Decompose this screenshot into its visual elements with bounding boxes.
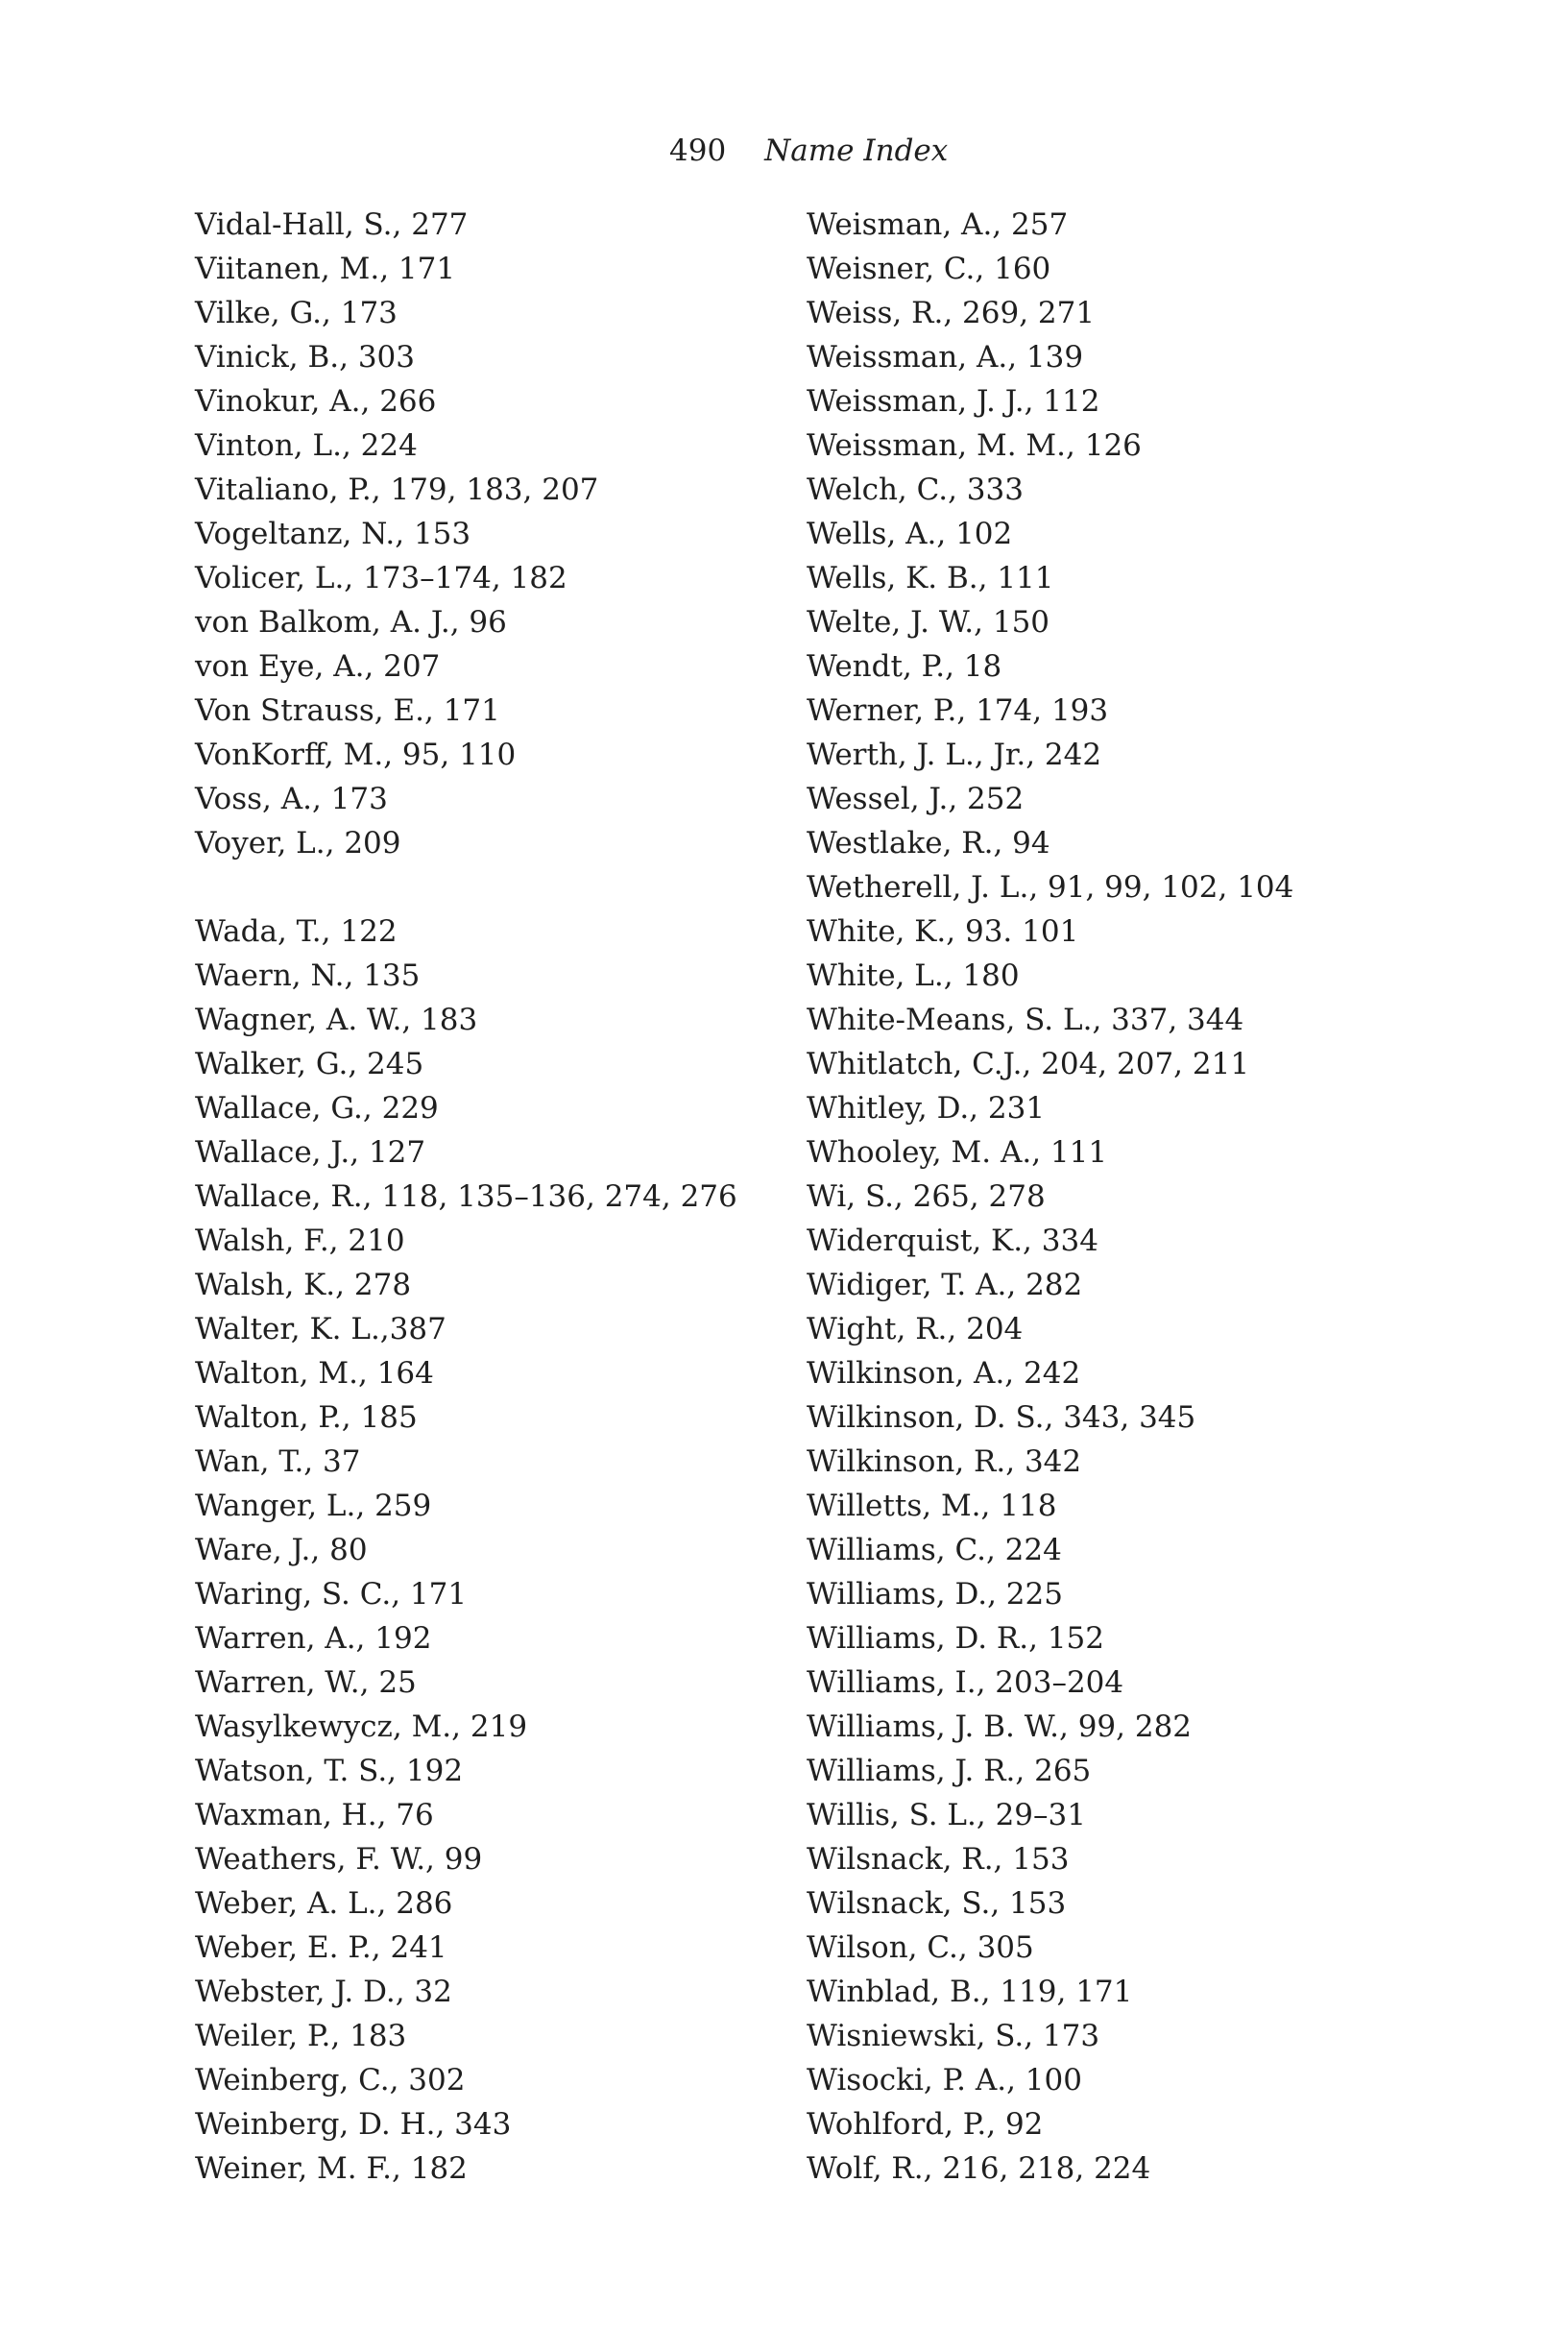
index-entry: Wanger, L., 259 <box>195 1489 432 1523</box>
index-entry: Widiger, T. A., 282 <box>807 1268 1083 1302</box>
index-section <box>195 909 800 2191</box>
page-number: 490 <box>669 133 727 168</box>
index-entry: Voyer, L., 209 <box>195 826 401 861</box>
index-entry: Wallace, G., 229 <box>195 1091 439 1126</box>
index-entry: Wells, K. B., 111 <box>807 561 1054 595</box>
index-entry: Walter, K. L.,387 <box>195 1312 446 1346</box>
index-entry: Williams, J. B. W., 99, 282 <box>807 1709 1193 1744</box>
index-entry: Wetherell, J. L., 91, 99, 102, 104 <box>807 870 1294 905</box>
index-entry: Weinberg, D. H., 343 <box>195 2107 512 2142</box>
index-entry: von Eye, A., 207 <box>195 649 441 684</box>
index-entry: Wilsnack, S., 153 <box>807 1886 1067 1921</box>
index-entry: Wight, R., 204 <box>807 1312 1024 1346</box>
index-entry: Willetts, M., 118 <box>807 1489 1057 1523</box>
index-entry: Welch, C., 333 <box>807 473 1024 507</box>
index-entry: Weber, A. L., 286 <box>195 1886 453 1921</box>
index-entry: Wolf, R., 216, 218, 224 <box>807 2151 1151 2186</box>
index-entry: Vidal-Hall, S., 277 <box>195 207 469 242</box>
index-entry: von Balkom, A. J., 96 <box>195 605 507 640</box>
index-entry: Weissman, J. J., 112 <box>807 384 1100 419</box>
index-entry: Widerquist, K., 334 <box>807 1224 1098 1258</box>
index-entry: Walsh, K., 278 <box>195 1268 412 1302</box>
index-entry: Wasylkewycz, M., 219 <box>195 1709 528 1744</box>
index-entry: Weinberg, C., 302 <box>195 2063 466 2097</box>
index-entry: Vinick, B., 303 <box>195 340 416 375</box>
index-entry: Voss, A., 173 <box>195 782 388 816</box>
running-title: Name Index <box>764 133 949 168</box>
index-entry: Waern, N., 135 <box>195 958 421 993</box>
index-entry: Westlake, R., 94 <box>807 826 1050 861</box>
index-entry: Wagner, A. W., 183 <box>195 1003 478 1037</box>
index-entry: Williams, D. R., 152 <box>807 1621 1104 1656</box>
index-entry: Weissman, M. M., 126 <box>807 428 1142 463</box>
index-section <box>195 203 800 865</box>
index-entry: Williams, I., 203–204 <box>807 1665 1124 1700</box>
index-entry: Winblad, B., 119, 171 <box>807 1975 1133 2009</box>
index-entry: Walton, P., 185 <box>195 1400 418 1435</box>
index-entry: Vilke, G., 173 <box>195 296 398 330</box>
index-entry: Wan, T., 37 <box>195 1444 361 1479</box>
index-entry: Vitaliano, P., 179, 183, 207 <box>195 473 599 507</box>
index-entry: Wada, T., 122 <box>195 914 398 949</box>
index-entry: Wilson, C., 305 <box>807 1930 1034 1965</box>
index-entry: Von Strauss, E., 171 <box>195 693 500 728</box>
index-entry: Vinokur, A., 266 <box>195 384 437 419</box>
index-entry: Wilkinson, A., 242 <box>807 1356 1081 1391</box>
index-entry: Waxman, H., 76 <box>195 1798 434 1832</box>
index-entry: Wisocki, P. A., 100 <box>807 2063 1082 2097</box>
index-entry: Ware, J., 80 <box>195 1533 368 1567</box>
index-entry: Weiler, P., 183 <box>195 2019 407 2053</box>
index-entry: White-Means, S. L., 337, 344 <box>807 1003 1244 1037</box>
index-entry: Wilkinson, D. S., 343, 345 <box>807 1400 1196 1435</box>
index-column-left <box>195 203 800 2191</box>
index-entry: Walker, G., 245 <box>195 1047 424 1081</box>
index-entry: Wells, A., 102 <box>807 517 1013 551</box>
index-entry: White, L., 180 <box>807 958 1020 993</box>
index-entry: Wohlford, P., 92 <box>807 2107 1044 2142</box>
index-entry: White, K., 93. 101 <box>807 914 1079 949</box>
index-entry: Weber, E. P., 241 <box>195 1930 447 1965</box>
index-entry: Warren, W., 25 <box>195 1665 417 1700</box>
index-entry: Wi, S., 265, 278 <box>807 1179 1046 1214</box>
index-entry: Watson, T. S., 192 <box>195 1754 464 1788</box>
index-entry: Weiss, R., 269, 271 <box>807 296 1096 330</box>
index-entry: VonKorff, M., 95, 110 <box>195 738 517 772</box>
index-entry: Wilkinson, R., 342 <box>807 1444 1082 1479</box>
index-entry: Wendt, P., 18 <box>807 649 1002 684</box>
index-entry: Whooley, M. A., 111 <box>807 1135 1108 1170</box>
index-entry: Volicer, L., 173–174, 182 <box>195 561 567 595</box>
index-entry: Vogeltanz, N., 153 <box>195 517 471 551</box>
index-entry: Wessel, J., 252 <box>807 782 1025 816</box>
page-header <box>669 129 948 173</box>
index-entry: Walton, M., 164 <box>195 1356 434 1391</box>
index-entry: Weisner, C., 160 <box>807 252 1051 286</box>
index-entry: Viitanen, M., 171 <box>195 252 456 286</box>
index-entry: Weissman, A., 139 <box>807 340 1084 375</box>
index-entry: Wallace, R., 118, 135–136, 274, 276 <box>195 1179 737 1214</box>
index-entry: Wisniewski, S., 173 <box>807 2019 1100 2053</box>
index-entry: Waring, S. C., 171 <box>195 1577 468 1612</box>
index-entry: Williams, D., 225 <box>807 1577 1063 1612</box>
index-entry: Williams, J. R., 265 <box>807 1754 1092 1788</box>
index-entry: Weisman, A., 257 <box>807 207 1069 242</box>
index-entry: Williams, C., 224 <box>807 1533 1062 1567</box>
index-entry: Vinton, L., 224 <box>195 428 418 463</box>
index-entry: Werth, J. L., Jr., 242 <box>807 738 1102 772</box>
index-entry: Werner, P., 174, 193 <box>807 693 1109 728</box>
index-entry: Whitley, D., 231 <box>807 1091 1046 1126</box>
index-entry: Warren, A., 192 <box>195 1621 432 1656</box>
index-entry: Walsh, F., 210 <box>195 1224 405 1258</box>
index-entry: Webster, J. D., 32 <box>195 1975 452 2009</box>
index-entry: Willis, S. L., 29–31 <box>807 1798 1086 1832</box>
index-column-right <box>807 203 1421 2191</box>
index-entry: Whitlatch, C.J., 204, 207, 211 <box>807 1047 1250 1081</box>
index-entry: Wallace, J., 127 <box>195 1135 426 1170</box>
index-entry: Weiner, M. F., 182 <box>195 2151 468 2186</box>
index-entry: Weathers, F. W., 99 <box>195 1842 483 1877</box>
index-entry: Welte, J. W., 150 <box>807 605 1050 640</box>
index-section <box>807 203 1421 2191</box>
index-entry: Wilsnack, R., 153 <box>807 1842 1070 1877</box>
